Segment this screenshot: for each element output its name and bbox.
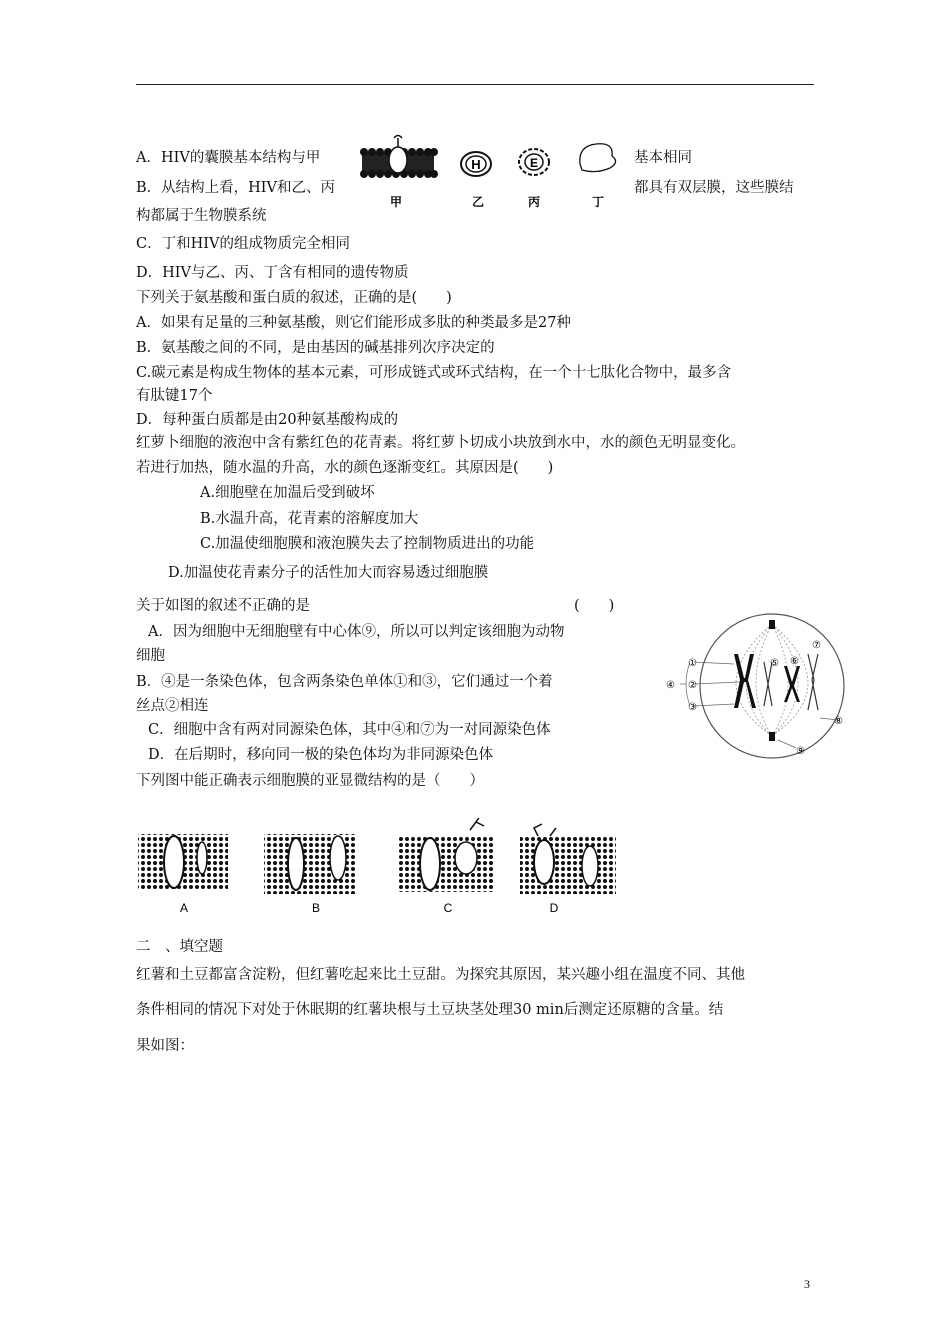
header-rule	[136, 84, 814, 85]
svg-text:②: ②	[688, 680, 697, 691]
q2-option-c-cont: 有肽键17个	[136, 388, 213, 404]
golgi-icon	[580, 144, 616, 172]
section2-paragraph-line2: 条件相同的情况下对处于休眠期的红薯块根与土豆块茎处理30 min后测定还原糖的含量。结	[136, 1002, 724, 1018]
option-a-membrane-icon	[138, 834, 228, 890]
q1-organelle-figure	[352, 130, 632, 212]
q3-stem: 红萝卜细胞的液泡中含有紫红色的花青素。将红萝卜切成小块放到水中，水的颜色无明显变化。	[136, 435, 745, 451]
svg-text:④: ④	[666, 680, 675, 691]
svg-text:乙: 乙	[471, 195, 485, 209]
q4-option-b: B．④是一条染色体，包含两条染色单体①和③，它们通过一个着	[136, 674, 553, 690]
membrane-icon	[360, 136, 438, 179]
q1-option-a-end: 基本相同	[634, 150, 692, 166]
q3-option-b: B.水温升高，花青素的溶解度加大	[200, 511, 419, 527]
centriole-icon	[769, 620, 775, 741]
section2-paragraph-line3: 果如图：	[136, 1038, 194, 1054]
q4-option-b-cont: 丝点②相连	[136, 698, 209, 714]
q4-option-d: D．在后期时，移向同一极的染色体均为非同源染色体	[148, 747, 494, 763]
q1-option-b-end: 都具有双层膜，这些膜结	[634, 180, 794, 196]
q4-option-a: A．因为细胞中无细胞壁有中心体⑨，所以可以判定该细胞为动物	[148, 624, 565, 640]
q4-stem: 关于如图的叙述不正确的是	[136, 598, 310, 614]
svg-text:D: D	[549, 901, 559, 915]
svg-text:⑤: ⑤	[770, 658, 779, 669]
q4-option-c: C．细胞中含有两对同源染色体，其中④和⑦为一对同源染色体	[148, 722, 551, 738]
svg-text:甲: 甲	[389, 195, 403, 209]
q2-option-a: A．如果有足量的三种氨基酸，则它们能形成多肽的种类最多是27种	[136, 315, 571, 331]
option-b-membrane-icon	[264, 834, 356, 894]
q2-option-d: D．每种蛋白质都是由20种氨基酸构成的	[136, 412, 399, 428]
q2-option-b: B．氨基酸之间的不同，是由基因的碱基排列次序决定的	[136, 340, 495, 356]
q1-option-d: D．HIV与乙、丙、丁含有相同的遗传物质	[136, 265, 409, 281]
section-title: 二 、填空题	[136, 939, 223, 955]
svg-text:B: B	[311, 901, 321, 915]
q3-option-a: A.细胞壁在加温后受到破坏	[200, 485, 375, 501]
svg-text:丁: 丁	[591, 195, 605, 209]
option-c-membrane-icon	[398, 818, 494, 892]
q4-option-a-cont: 细胞	[136, 648, 165, 664]
mitochondrion-icon	[461, 152, 491, 176]
chloroplast-icon	[519, 149, 549, 175]
q2-stem: 下列关于氨基酸和蛋白质的叙述，正确的是( )	[136, 290, 452, 306]
q3-option-d: D.加温使花青素分子的活性加大而容易透过细胞膜	[168, 565, 489, 581]
q2-option-c: C.碳元素是构成生物体的基本元素，可形成链式或环式结构，在一个十七肽化合物中，最多含	[136, 365, 732, 381]
q5-membrane-options-figure	[134, 818, 624, 918]
option-d-membrane-icon	[520, 824, 616, 894]
q3-option-c: C.加温使细胞膜和液泡膜失去了控制物质进出的功能	[200, 536, 535, 552]
svg-text:H: H	[471, 157, 481, 172]
svg-text:③: ③	[688, 702, 697, 713]
q5-stem: 下列图中能正确表示细胞膜的亚显微结构的是（ ）	[136, 773, 484, 789]
q1-option-c: C．丁和HIV的组成物质完全相同	[136, 236, 350, 252]
section2-paragraph-line1: 红薯和土豆都富含淀粉，但红薯吃起来比土豆甜。为探究其原因，某兴趣小组在温度不同、其他	[136, 967, 745, 983]
svg-text:C: C	[443, 901, 453, 915]
q1-option-b-cont: 构都属于生物膜系统	[136, 208, 267, 224]
q1-option-a: A．HIV的囊膜基本结构与甲	[136, 150, 321, 166]
svg-text:丙: 丙	[527, 195, 541, 209]
chromosome-icon	[734, 654, 756, 708]
svg-text:⑦: ⑦	[812, 640, 821, 651]
svg-text:E: E	[529, 156, 539, 170]
q1-option-b: B．从结构上看，HIV和乙、丙	[136, 180, 335, 196]
svg-text:⑥: ⑥	[790, 656, 799, 667]
q4-answer-paren: ( )	[574, 598, 615, 614]
svg-text:⑨: ⑨	[796, 746, 805, 757]
page-number: 3	[804, 1277, 810, 1291]
q4-cell-division-figure	[660, 612, 850, 762]
svg-text:⑧: ⑧	[834, 716, 843, 727]
svg-text:①: ①	[688, 658, 697, 669]
q3-stem-cont: 若进行加热，随水温的升高，水的颜色逐渐变红。其原因是( )	[136, 460, 554, 476]
svg-text:A: A	[179, 901, 189, 915]
